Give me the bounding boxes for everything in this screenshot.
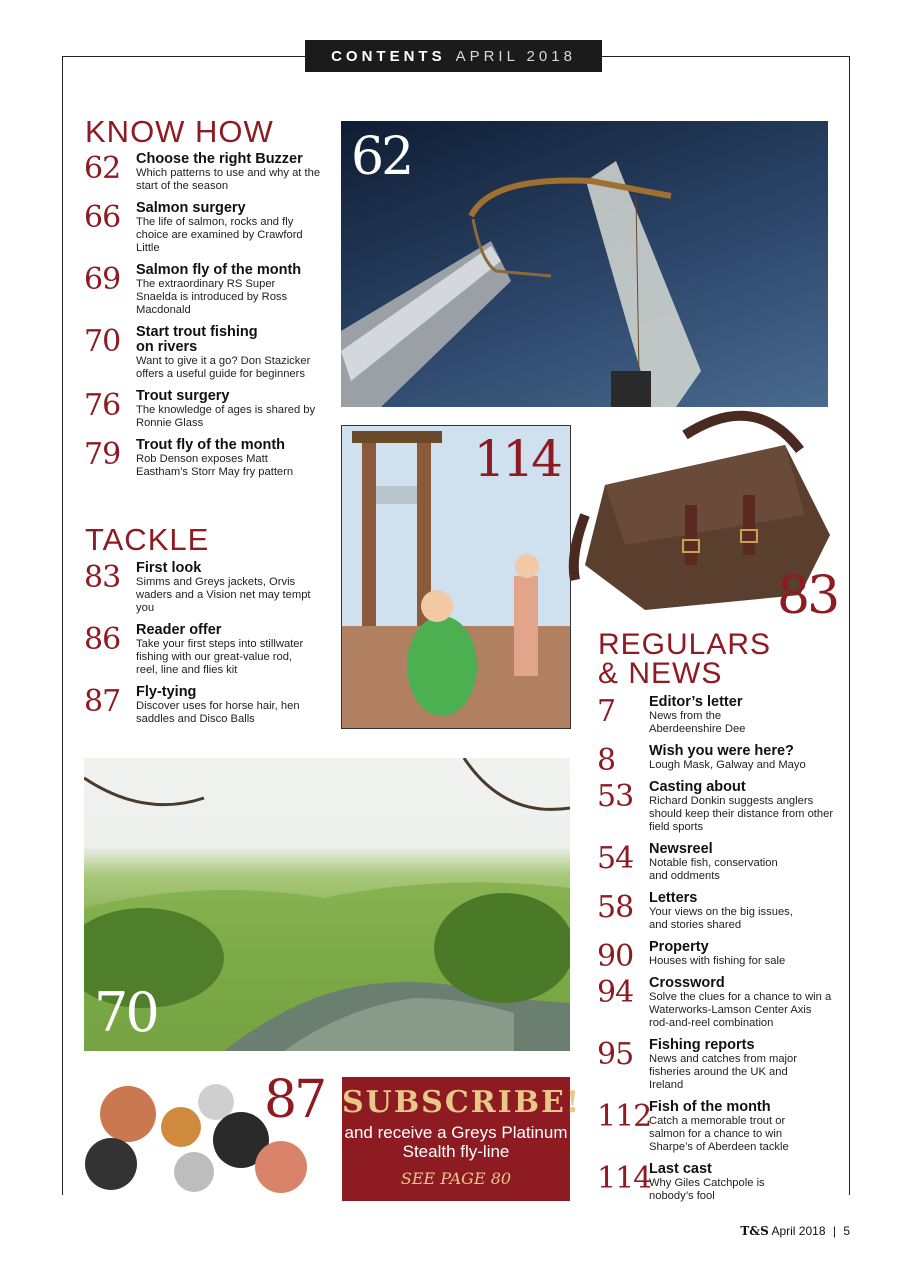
page-number: 94 [597,975,634,1010]
page-number: 7 [597,694,616,729]
tackle-item[interactable] [84,561,311,615]
page-number: 114 [597,1161,652,1196]
photo-page-number: 114 [473,430,560,488]
item-title: Newsreel [649,841,713,857]
subscribe-see-page: SEE PAGE 80 [400,1169,512,1188]
item-title: Trout surgery [136,388,230,404]
fly-vice-illustration [341,121,828,407]
item-title: Salmon fly of the month [136,262,302,278]
regulars-heading-line1: REGULARS [598,628,772,661]
item-title: Fly-tying [136,684,197,700]
item-desc: Rob Denson exposes Matt Eastham’s Storr May fry pattern [136,453,294,478]
regulars-item[interactable] [597,1162,834,1203]
regulars-item[interactable] [597,940,834,972]
page-number: 8 [597,743,616,778]
item-desc: Notable fish, conservation and oddments [649,857,778,882]
footer-date: April 2018 [771,1224,826,1238]
item-desc: Take your first steps into stillwater fishing with our great-value rod, reel, line and flies kit [136,638,304,676]
item-desc: Catch a memorable trout or salmon for a chance to win Sharpe’s of Aberdeen tackle [649,1115,789,1153]
know-how-item[interactable] [84,201,311,255]
photo-page-number: 70 [94,981,157,1044]
banner-date: APRIL 2018 [455,47,576,65]
item-title: Salmon surgery [136,200,246,216]
disco-balls-photo [76,1072,338,1207]
page-number: 90 [597,939,634,974]
page-number: 112 [597,1099,652,1134]
item-title: Letters [649,890,698,906]
last-cast-cartoon [341,425,571,729]
know-how-item[interactable] [84,389,316,430]
item-desc: News and catches from major fisheries around the UK and Ireland [649,1053,797,1091]
subscribe-promo[interactable] [342,1077,582,1201]
page-number: 69 [84,262,121,297]
contents-banner [305,40,602,72]
river-illustration [84,758,570,1051]
item-desc: Why Giles Catchpole is nobody’s fool [649,1177,765,1202]
footer-separator: | [832,1224,836,1238]
item-title: Fish of the month [649,1099,771,1115]
photo-page-number: 62 [351,127,412,187]
regulars-item[interactable] [597,1038,834,1092]
item-desc: News from the Aberdeenshire Dee [649,710,746,735]
tackle-item[interactable] [84,623,316,677]
photo-page-number: 87 [264,1072,325,1130]
footer-page-number: 5 [843,1224,850,1238]
subscribe-body: and receive a Greys Platinum Stealth fly-line [344,1123,568,1161]
regulars-heading-line2: & NEWS [598,657,723,690]
tweed-bag-page-number: 83 [777,566,838,626]
item-desc: Richard Donkin suggests anglers should keep their distance from other field sports [649,795,834,833]
item-title: Fishing reports [649,1037,755,1053]
item-desc: Lough Mask, Galway and Mayo [649,759,806,771]
know-how-heading: KNOW HOW [85,114,274,149]
page-number: 83 [84,560,121,595]
tackle-heading: TACKLE [85,522,210,557]
item-title: First look [136,560,202,576]
item-title: Wish you were here? [649,743,794,759]
regulars-item[interactable] [597,695,834,736]
subscribe-headline: SUBSCRIBE! [342,1085,582,1120]
regulars-item[interactable] [597,976,834,1030]
item-desc: Simms and Greys jackets, Orvis waders and a Vision net may tempt you [136,576,311,614]
page-number: 87 [84,684,121,719]
page-number: 62 [84,151,121,186]
page-number: 86 [84,622,121,657]
item-desc: Which patterns to use and why at the start of the season [136,167,321,192]
item-title: Reader offer [136,622,222,638]
regulars-item[interactable] [597,891,834,932]
footer-brand: T&S [740,1224,769,1238]
page-number: 66 [84,200,121,235]
know-how-item[interactable] [84,325,321,381]
page-number: 53 [597,779,634,814]
item-desc: Solve the clues for a chance to win a Waterworks-Lamson Center Axis rod-and-reel combination [649,991,832,1029]
regulars-heading [598,630,771,688]
item-desc: Discover uses for horse hair, hen saddles and Disco Balls [136,700,300,725]
regulars-item[interactable] [597,842,834,883]
page-number: 95 [597,1037,634,1072]
know-how-item[interactable] [84,438,316,479]
page-number: 70 [84,324,121,359]
page-number: 54 [597,841,634,876]
item-title: Trout fly of the month [136,437,286,453]
page-number: 79 [84,437,121,472]
banner-title: CONTENTS [331,47,446,65]
item-desc: Want to give it a go? Don Stazicker offers a useful guide for beginners [136,355,311,380]
tackle-item[interactable] [84,685,311,726]
item-title: Casting about [649,779,746,795]
item-desc: The life of salmon, rocks and fly choice are examined by Crawford Little [136,216,303,254]
item-title: Last cast [649,1161,712,1177]
item-title: Editor’s letter [649,694,743,710]
know-how-item[interactable] [84,263,311,317]
item-title: Property [649,939,709,955]
regulars-item[interactable] [597,780,834,834]
buzzer-fly-photo [341,121,828,407]
item-desc: Your views on the big issues, and stories shared [649,906,793,931]
page-number: 76 [84,388,121,423]
item-desc: Houses with fishing for sale [649,955,786,967]
item-title: Choose the right Buzzer [136,151,303,167]
page-footer [740,1224,850,1238]
regulars-item[interactable] [597,1100,819,1154]
page-number: 58 [597,890,634,925]
item-desc: The extraordinary RS Super Snaelda is introduced by Ross Macdonald [136,278,288,316]
river-landscape-photo [84,758,570,1051]
item-desc: The knowledge of ages is shared by Ronnie Glass [136,404,316,429]
regulars-item[interactable] [597,744,834,776]
know-how-item[interactable] [84,152,321,193]
item-title: Crossword [649,975,725,991]
item-title: Start trout fishing on rivers [136,324,258,355]
